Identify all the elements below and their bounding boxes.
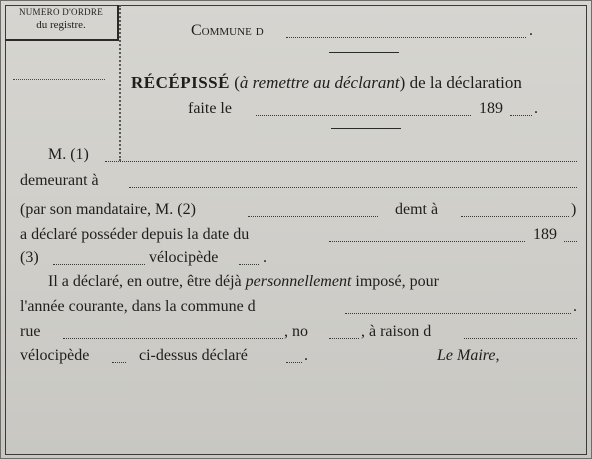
title-italic: à remettre au déclarant [239,73,400,92]
ci-dessus-dot: . [304,347,308,364]
demeurant-field [129,187,577,188]
ci-dessus-label: ci-dessus déclaré [139,347,248,364]
raison-field [464,338,577,339]
faite-le-year-field [510,115,532,116]
raison-label: , à raison d [361,323,432,340]
ci-dessus-field [286,362,302,363]
declare-year-field [564,241,577,242]
monsieur-label: M. (1) [48,146,89,163]
faite-le-label: faite le [188,100,232,117]
numero-label: , no [284,323,308,340]
numero-field [329,338,359,339]
le-maire-signature: Le Maire, [437,347,500,364]
mandataire-close: ) [571,201,577,218]
velocipede2-field [112,362,126,363]
personnellement: personnellement [245,273,352,290]
demt-label: demt à [395,201,439,218]
commune-field [286,37,526,38]
commune-label: Commune d [191,22,264,39]
quantity-field [53,264,145,265]
mandataire-field [248,216,378,217]
registry-number-line [13,79,105,80]
title-rule [331,128,401,129]
registry-number-box [5,5,119,41]
annee-commune-field [345,313,571,314]
velocipede-field [239,264,259,265]
il-a-declare: Il a déclaré, en outre, être déjà [48,273,242,290]
en-outre-line [48,274,439,290]
title-paren-close: ) [399,73,406,92]
rue-field [63,338,283,339]
declare-year: 189 [533,226,557,243]
velocipede2-label: vélocipède [20,347,90,364]
monsieur-field [105,161,577,162]
header-rule [329,52,399,53]
title-rest: de la déclaration [409,73,522,92]
registry-box-subtitle: du registre. [36,19,86,31]
note-three: (3) [20,249,39,266]
demeurant-label: demeurant à [20,172,99,189]
registry-box-title: NUMERO D'ORDRE [18,7,104,17]
vertical-dotted-rule [119,5,121,161]
faite-le-year: 189 [479,100,503,117]
annee-end: . [573,298,577,315]
title-main: RÉCÉPISSÉ [131,73,230,92]
demt-field [461,216,569,217]
annee-label: l'année courante, dans la commune d [20,298,256,315]
velocipede-dot: . [263,249,267,266]
receipt-title [131,74,522,91]
commune-end: . [529,22,533,39]
faite-le-field [256,115,471,116]
faite-le-end: . [534,100,538,117]
title-paren-open: ( [234,73,240,92]
declare-date-field [329,241,525,242]
rue-label: rue [20,323,41,340]
velocipede-label: vélocipède [149,249,219,266]
impose: imposé, pour [355,273,439,290]
declare-label: a déclaré posséder depuis la date du [20,226,250,243]
mandataire-label: (par son mandataire, M. (2) [20,201,196,218]
